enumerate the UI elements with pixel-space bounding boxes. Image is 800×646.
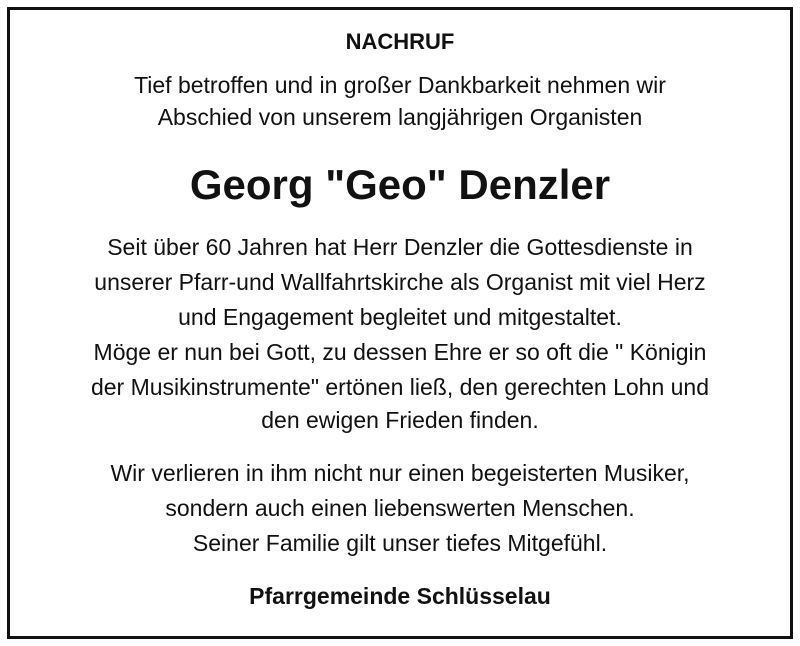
paragraph2-line-1: Wir verlieren in ihm nicht nur einen begeisterten Musiker, xyxy=(110,460,690,486)
paragraph1-line-2: unserer Pfarr-und Wallfahrtskirche als Organist mit viel Herz xyxy=(94,269,706,295)
notice-heading: NACHRUF xyxy=(345,29,455,54)
paragraph1-line-6: den ewigen Frieden finden. xyxy=(261,407,539,433)
signature: Pfarrgemeinde Schlüsselau xyxy=(249,583,551,609)
paragraph2-line-2: sondern auch einen liebenswerten Menschen. xyxy=(165,495,635,521)
paragraph1-line-1: Seit über 60 Jahren hat Herr Denzler die Gottesdienste in xyxy=(107,234,693,260)
paragraph2-line-3: Seiner Familie gilt unser tiefes Mitgefühl. xyxy=(192,530,608,556)
deceased-name: Georg "Geo" Denzler xyxy=(189,161,611,208)
paragraph1-line-5: der Musikinstrumente" ertönen ließ, den gerechten Lohn und xyxy=(90,374,710,400)
intro-line-1: Tief betroffen und in großer Dankbarkeit nehmen wir xyxy=(134,72,666,98)
intro-line-2: Abschied von unserem langjährigen Organisten xyxy=(157,104,643,130)
paragraph1-line-4: Möge er nun bei Gott, zu dessen Ehre er so oft die " Königin xyxy=(93,339,707,365)
paragraph1-line-3: und Engagement begleitet und mitgestaltet. xyxy=(178,304,622,330)
